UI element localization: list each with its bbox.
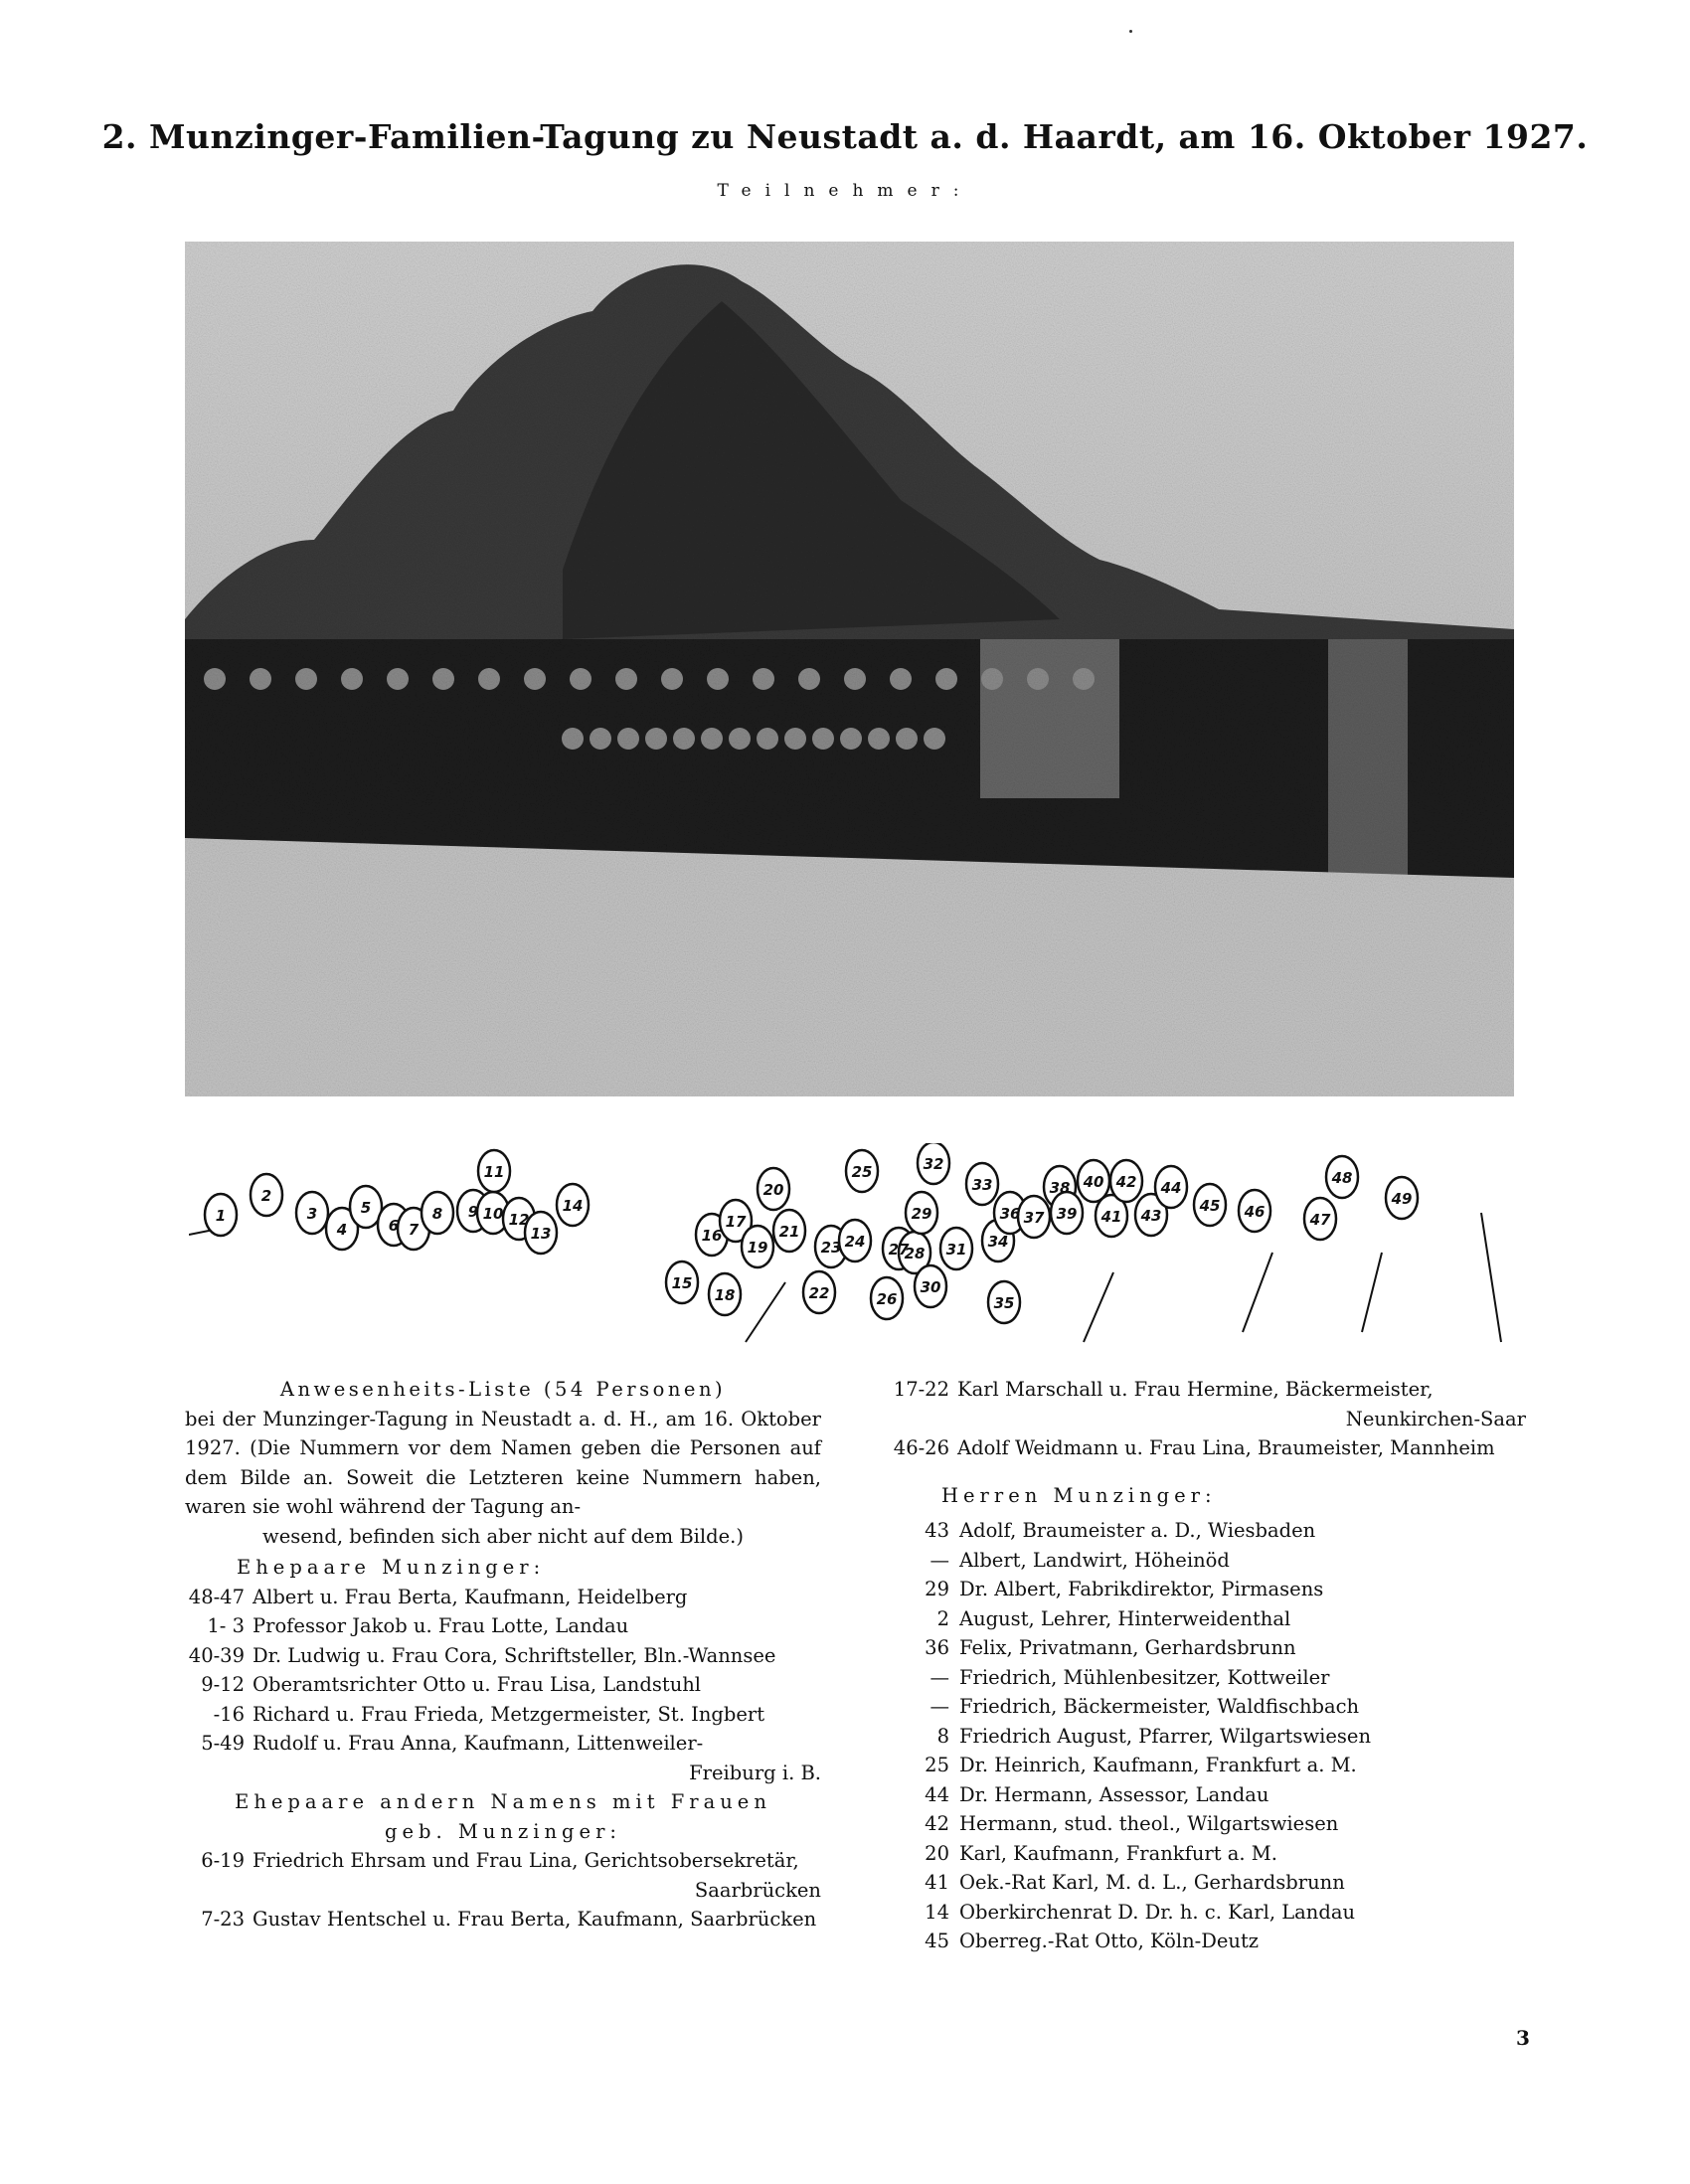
sketch-head-number: 2 bbox=[260, 1187, 272, 1205]
sketch-head-number: 38 bbox=[1049, 1179, 1071, 1197]
photo-face bbox=[295, 668, 317, 690]
photo-face bbox=[701, 728, 723, 750]
entry-continuation: Neunkirchen-Saar bbox=[1345, 1407, 1526, 1430]
list-entry bbox=[912, 1604, 1526, 1634]
sketch-head-number: 1 bbox=[215, 1207, 227, 1225]
numbered-key-sketch bbox=[189, 1143, 1521, 1352]
photo-face bbox=[615, 668, 637, 690]
entry-name: Rudolf u. Frau Anna, Kaufmann, Littenweiler- bbox=[253, 1732, 704, 1755]
sketch-head-number: 16 bbox=[701, 1227, 723, 1245]
photo-face bbox=[868, 728, 890, 750]
entry-photo-number: 48-47 bbox=[188, 1585, 245, 1608]
attendance-intro-text: bei der Munzinger-Tagung in Neustadt a. d. H., am 16. Oktober 1927. (Die Nummern vor dem Namen geben die Personen auf dem Bilde an. Soweit die Letzteren keine Nummern haben, waren sie wohl während der Tagung an- bbox=[185, 1407, 821, 1518]
entry-photo-number: 25 bbox=[925, 1754, 949, 1776]
entry-name: Professor Jakob u. Frau Lotte, Landau bbox=[253, 1614, 629, 1637]
attendance-list-left-column bbox=[185, 1375, 821, 1934]
sketch-head-number: 12 bbox=[508, 1211, 530, 1229]
sketch-head-number: 7 bbox=[408, 1221, 420, 1239]
entry-name: Richard u. Frau Frieda, Metzgermeister, St. Ingbert bbox=[253, 1702, 765, 1726]
group-photograph bbox=[185, 242, 1514, 1096]
photo-face bbox=[935, 668, 957, 690]
sketch-head-number: 28 bbox=[904, 1245, 926, 1262]
sketch-head-number: 30 bbox=[920, 1278, 941, 1296]
entry-photo-number: 6-19 bbox=[201, 1849, 245, 1872]
sketch-head-number: 37 bbox=[1023, 1209, 1045, 1227]
section-title-herren-munzinger: Herren Munzinger: bbox=[941, 1483, 1217, 1507]
list-entry bbox=[185, 1611, 821, 1641]
sketch-head-number: 22 bbox=[808, 1284, 830, 1302]
sketch-head-number: 14 bbox=[562, 1197, 584, 1215]
entry-photo-number: -16 bbox=[213, 1702, 245, 1726]
entry-name: Gustav Hentschel u. Frau Berta, Kaufmann, Saarbrücken bbox=[253, 1908, 817, 1931]
sketch-head-number: 4 bbox=[336, 1221, 348, 1239]
photo-face bbox=[753, 668, 774, 690]
sketch-head-number: 33 bbox=[971, 1176, 993, 1194]
list-entry bbox=[912, 1809, 1526, 1839]
list-entry bbox=[912, 1839, 1526, 1869]
section-title-ehepaare-munzinger: Ehepaare Munzinger: bbox=[237, 1556, 546, 1579]
entry-photo-number: 8 bbox=[936, 1724, 949, 1748]
photo-ground bbox=[185, 838, 1514, 1096]
list-entry bbox=[912, 1927, 1526, 1956]
entry-photo-number: 36 bbox=[925, 1636, 949, 1659]
sketch-head-number: 10 bbox=[482, 1205, 504, 1223]
sketch-labels-layer bbox=[216, 1155, 1413, 1312]
entry-photo-number: — bbox=[930, 1548, 949, 1572]
entry-photo-number: — bbox=[930, 1665, 949, 1689]
attendance-intro bbox=[185, 1405, 821, 1552]
entry-photo-number: 1- 3 bbox=[207, 1614, 245, 1637]
group-photo-image bbox=[185, 242, 1514, 1096]
section-title-ehepaare-andern-namens-line2: geb. Munzinger: bbox=[385, 1819, 621, 1843]
list-entry bbox=[890, 1375, 1526, 1433]
sketch-head-number: 29 bbox=[911, 1205, 932, 1223]
sketch-head-number: 48 bbox=[1331, 1169, 1353, 1187]
entry-name: Oberkirchenrat D. Dr. h. c. Karl, Landau bbox=[959, 1900, 1356, 1924]
sketch-head-number: 15 bbox=[671, 1274, 693, 1292]
photo-light-figure bbox=[1328, 639, 1408, 878]
page-number: 3 bbox=[1516, 2026, 1530, 2050]
attendance-intro-last-line: wesend, befinden sich aber nicht auf dem Bilde.) bbox=[262, 1524, 744, 1548]
entry-name: Oberreg.-Rat Otto, Köln-Deutz bbox=[959, 1930, 1260, 1952]
photo-light-coat bbox=[980, 639, 1119, 798]
list-entry bbox=[185, 1905, 821, 1934]
entry-name: Albert, Landwirt, Höheinöd bbox=[959, 1548, 1230, 1572]
entry-photo-number: 5-49 bbox=[201, 1732, 245, 1755]
sketch-head-number: 11 bbox=[483, 1163, 505, 1181]
entry-name: Karl, Kaufmann, Frankfurt a. M. bbox=[959, 1841, 1277, 1865]
list-entry bbox=[912, 1722, 1526, 1752]
photo-face bbox=[896, 728, 918, 750]
sketch-head-number: 44 bbox=[1160, 1179, 1182, 1197]
sketch-head-number: 23 bbox=[820, 1239, 842, 1257]
sketch-head-number: 27 bbox=[888, 1241, 910, 1259]
entry-text bbox=[253, 1641, 821, 1671]
photo-face bbox=[924, 728, 945, 750]
photo-face bbox=[617, 728, 639, 750]
entry-name: Dr. Albert, Fabrikdirektor, Pirmasens bbox=[959, 1578, 1324, 1600]
sketch-head-number: 45 bbox=[1199, 1197, 1221, 1215]
photo-face bbox=[341, 668, 363, 690]
page-subtitle: Teilnehmer: bbox=[717, 181, 973, 201]
list-ehepaare-andern-namens-part1 bbox=[185, 1846, 821, 1934]
entry-photo-number: 46-26 bbox=[893, 1436, 949, 1459]
sketch-head-number: 19 bbox=[747, 1239, 768, 1257]
attendance-list-right-column bbox=[890, 1375, 1526, 1956]
sketch-head-number: 18 bbox=[714, 1286, 736, 1304]
photo-face bbox=[840, 728, 862, 750]
list-entry bbox=[912, 1780, 1526, 1810]
photo-face bbox=[432, 668, 454, 690]
entry-text bbox=[253, 1905, 821, 1934]
sketch-head-number: 41 bbox=[1100, 1208, 1122, 1226]
entry-photo-number: 14 bbox=[925, 1900, 949, 1924]
sketch-head-number: 40 bbox=[1083, 1173, 1104, 1191]
section-title-ehepaare-andern-namens: Ehepaare andern Namens mit Frauen bbox=[235, 1790, 771, 1813]
entry-name: Dr. Heinrich, Kaufmann, Frankfurt a. M. bbox=[959, 1754, 1357, 1776]
sketch-head-number: 13 bbox=[530, 1225, 552, 1243]
photo-face bbox=[590, 728, 611, 750]
list-entry bbox=[912, 1575, 1526, 1604]
entry-name: August, Lehrer, Hinterweidenthal bbox=[959, 1606, 1291, 1630]
photo-face bbox=[729, 728, 751, 750]
sketch-head-number: 47 bbox=[1309, 1211, 1331, 1229]
entry-name: Karl Marschall u. Frau Hermine, Bäckermeister, bbox=[957, 1378, 1434, 1401]
entry-text bbox=[253, 1611, 821, 1641]
photo-face bbox=[890, 668, 912, 690]
sketch-head-number: 24 bbox=[844, 1233, 866, 1251]
entry-continuation: Saarbrücken bbox=[694, 1878, 821, 1902]
entry-text bbox=[253, 1700, 821, 1730]
entry-photo-number: 9-12 bbox=[201, 1673, 245, 1696]
sketch-head-number: 20 bbox=[762, 1181, 784, 1199]
photo-face bbox=[798, 668, 820, 690]
photo-face bbox=[661, 668, 683, 690]
entry-name: Hermann, stud. theol., Wilgartswiesen bbox=[959, 1812, 1339, 1835]
photo-face bbox=[387, 668, 409, 690]
photo-face bbox=[757, 728, 778, 750]
entry-name: Adolf, Braumeister a. D., Wiesbaden bbox=[959, 1519, 1316, 1542]
entry-photo-number: 7-23 bbox=[201, 1908, 245, 1931]
sketch-head-number: 6 bbox=[388, 1217, 400, 1235]
entry-photo-number: — bbox=[930, 1695, 949, 1718]
entry-photo-number: 44 bbox=[925, 1782, 949, 1806]
page-title: 2. Munzinger-Familien-Tagung zu Neustadt a. d. Haardt, am 16. Oktober 1927. bbox=[101, 117, 1589, 156]
list-ehepaare-munzinger bbox=[185, 1583, 821, 1788]
entry-text bbox=[253, 1670, 821, 1700]
list-entry bbox=[912, 1633, 1526, 1663]
list-entry bbox=[185, 1846, 821, 1905]
entry-photo-number: 41 bbox=[925, 1871, 949, 1894]
entry-name: Albert u. Frau Berta, Kaufmann, Heidelberg bbox=[253, 1585, 688, 1608]
entry-name: Oberamtsrichter Otto u. Frau Lisa, Landstuhl bbox=[253, 1673, 702, 1696]
photo-face bbox=[250, 668, 271, 690]
sketch-head-number: 35 bbox=[993, 1294, 1015, 1312]
entry-text bbox=[957, 1433, 1526, 1463]
photo-face bbox=[645, 728, 667, 750]
attendance-heading: Anwesenheits-Liste (54 Personen) bbox=[279, 1378, 727, 1401]
list-entry bbox=[185, 1641, 821, 1671]
sketch-head-number: 46 bbox=[1244, 1203, 1266, 1221]
sketch-head-number: 26 bbox=[876, 1290, 898, 1308]
photo-face bbox=[1073, 668, 1095, 690]
list-entry bbox=[912, 1751, 1526, 1780]
list-entry bbox=[912, 1663, 1526, 1693]
photo-face bbox=[981, 668, 1003, 690]
list-entry bbox=[912, 1516, 1526, 1546]
entry-photo-number: 45 bbox=[925, 1930, 949, 1952]
sketch-head-number: 42 bbox=[1115, 1173, 1137, 1191]
entry-text bbox=[253, 1729, 821, 1787]
list-entry bbox=[185, 1700, 821, 1730]
sketch-head-number: 31 bbox=[945, 1241, 967, 1259]
entry-name: Oek.-Rat Karl, M. d. L., Gerhardsbrunn bbox=[959, 1871, 1345, 1894]
entry-name: Felix, Privatmann, Gerhardsbrunn bbox=[959, 1636, 1296, 1659]
photo-face bbox=[1027, 668, 1049, 690]
sketch-head-number: 3 bbox=[306, 1205, 318, 1223]
sketch-head-number: 25 bbox=[851, 1163, 873, 1181]
list-entry bbox=[185, 1670, 821, 1700]
sketch-head-number: 34 bbox=[987, 1233, 1009, 1251]
photo-face bbox=[844, 668, 866, 690]
list-entry bbox=[912, 1546, 1526, 1576]
entry-name: Friedrich, Mühlenbesitzer, Kottweiler bbox=[959, 1665, 1330, 1689]
entry-name: Dr. Ludwig u. Frau Cora, Schriftsteller, Bln.-Wannsee bbox=[253, 1643, 776, 1667]
entry-name: Dr. Hermann, Assessor, Landau bbox=[959, 1782, 1269, 1806]
photo-face bbox=[673, 728, 695, 750]
entry-photo-number: 2 bbox=[936, 1606, 949, 1630]
photo-face bbox=[784, 728, 806, 750]
sketch-head-number: 32 bbox=[923, 1155, 944, 1173]
list-entry bbox=[185, 1729, 821, 1787]
entry-name: Friedrich Ehrsam und Frau Lina, Gerichtsobersekretär, bbox=[253, 1849, 799, 1872]
entry-name: Adolf Weidmann u. Frau Lina, Braumeister, Mannheim bbox=[957, 1436, 1495, 1459]
entry-photo-number: 20 bbox=[925, 1841, 949, 1865]
list-herren-munzinger bbox=[890, 1516, 1526, 1956]
sketch-head-number: 21 bbox=[778, 1223, 800, 1241]
sketch-head-number: 49 bbox=[1391, 1190, 1413, 1208]
sketch-head-number: 36 bbox=[999, 1205, 1021, 1223]
list-entry bbox=[912, 1868, 1526, 1898]
list-entry bbox=[912, 1692, 1526, 1722]
scan-speck bbox=[1129, 30, 1132, 33]
entry-name: Friedrich August, Pfarrer, Wilgartswiesen bbox=[959, 1724, 1372, 1748]
photo-face bbox=[707, 668, 729, 690]
photo-face bbox=[478, 668, 500, 690]
sketch-head-number: 39 bbox=[1056, 1205, 1078, 1223]
photo-face bbox=[204, 668, 226, 690]
entry-photo-number: 42 bbox=[925, 1812, 949, 1835]
list-entry bbox=[185, 1583, 821, 1612]
sketch-head-number: 43 bbox=[1140, 1207, 1162, 1225]
entry-text bbox=[253, 1583, 821, 1612]
photo-face bbox=[812, 728, 834, 750]
entry-name: Friedrich, Bäckermeister, Waldfischbach bbox=[959, 1695, 1360, 1718]
entry-photo-number: 40-39 bbox=[188, 1643, 245, 1667]
entry-photo-number: 17-22 bbox=[893, 1378, 949, 1401]
entry-continuation: Freiburg i. B. bbox=[689, 1761, 821, 1784]
sketch-head-number: 17 bbox=[725, 1213, 747, 1231]
list-entry bbox=[912, 1898, 1526, 1928]
list-ehepaare-andern-namens-part2 bbox=[890, 1375, 1526, 1463]
photo-face bbox=[524, 668, 546, 690]
sketch-head-number: 8 bbox=[431, 1205, 443, 1223]
sketch-head-number: 5 bbox=[360, 1199, 372, 1217]
entry-photo-number: 43 bbox=[925, 1519, 949, 1542]
sketch-head-number: 9 bbox=[467, 1203, 479, 1221]
entry-text bbox=[957, 1375, 1526, 1433]
list-entry bbox=[890, 1433, 1526, 1463]
entry-text bbox=[253, 1846, 821, 1905]
entry-photo-number: 29 bbox=[925, 1578, 949, 1600]
photo-face bbox=[562, 728, 584, 750]
photo-face bbox=[570, 668, 592, 690]
